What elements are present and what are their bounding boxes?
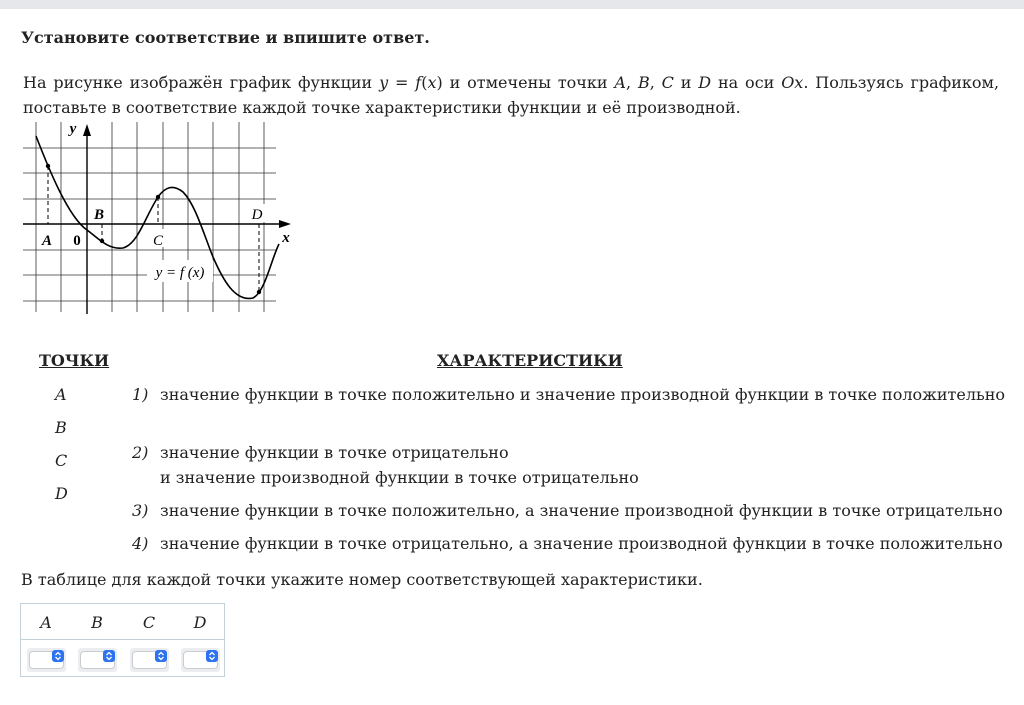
- point-label-d: D: [55, 484, 68, 503]
- answer-table-divider: [21, 639, 224, 640]
- chevron-up-down-icon: [103, 650, 115, 662]
- characteristic-text: значение функции в точке положительно, а значение производной функции в точке отрицательно: [160, 501, 1003, 520]
- graph-curve-label: y = f (x): [155, 265, 205, 281]
- graph-grid: [23, 122, 276, 312]
- characteristic-text: значение функции в точке отрицательно и значение производной функции в точке отрицательно: [160, 443, 639, 487]
- graph-point-d: D: [251, 207, 263, 223]
- characteristic-number: 2): [132, 443, 149, 462]
- graph-point-c: C: [152, 233, 164, 249]
- answer-header-a: A: [40, 613, 52, 632]
- points-column-header: ТОЧКИ: [39, 351, 110, 370]
- chevron-up-down-icon: [155, 650, 167, 662]
- answer-header-c: C: [142, 613, 156, 632]
- characteristics-column-header: ХАРАКТЕРИСТИКИ: [437, 351, 623, 370]
- answer-header-b: B: [91, 613, 103, 632]
- answer-select-d[interactable]: [181, 648, 220, 672]
- top-bar: [0, 0, 1024, 9]
- point-label-b: B: [55, 418, 67, 437]
- point-label-c: C: [55, 451, 68, 470]
- task-condition: На рисунке изображён график функции y = f(x) и отмечены точки A, B, C и D на оси Ox. Пользуясь графиком, поставьте в соответствие каждой точке характеристики функции и её производной.: [23, 73, 1000, 117]
- characteristic-text: значение функции в точке отрицательно, а значение производной функции в точке положительно: [160, 534, 1003, 553]
- characteristic-text: значение функции в точке положительно и значение производной функции в точке положительно: [160, 385, 1005, 404]
- task-title: Установите соответствие и впишите ответ.: [21, 28, 430, 47]
- answer-select-a[interactable]: [27, 648, 66, 672]
- chevron-up-down-icon: [206, 650, 218, 662]
- answer-select-c[interactable]: [130, 648, 169, 672]
- graph-axes: [23, 130, 286, 314]
- characteristic-number: 4): [132, 534, 149, 553]
- chevron-up-down-icon: [52, 650, 64, 662]
- function-graph: [23, 122, 298, 317]
- graph-y-label: y: [69, 122, 77, 137]
- characteristic-number: 1): [132, 385, 149, 404]
- answer-instruction: В таблице для каждой точки укажите номер соответствующей характеристики.: [21, 570, 703, 589]
- answer-table: [20, 603, 225, 677]
- graph-point-a: A: [41, 233, 53, 249]
- answer-select-b[interactable]: [78, 648, 117, 672]
- graph-origin-label: 0: [73, 233, 81, 249]
- characteristic-number: 3): [132, 501, 149, 520]
- y-axis-arrow: [83, 124, 91, 136]
- answer-header-d: D: [193, 613, 207, 632]
- x-axis-arrow: [279, 220, 291, 228]
- graph-point-b: B: [93, 207, 105, 223]
- graph-x-label: x: [282, 230, 290, 246]
- point-label-a: A: [55, 385, 67, 404]
